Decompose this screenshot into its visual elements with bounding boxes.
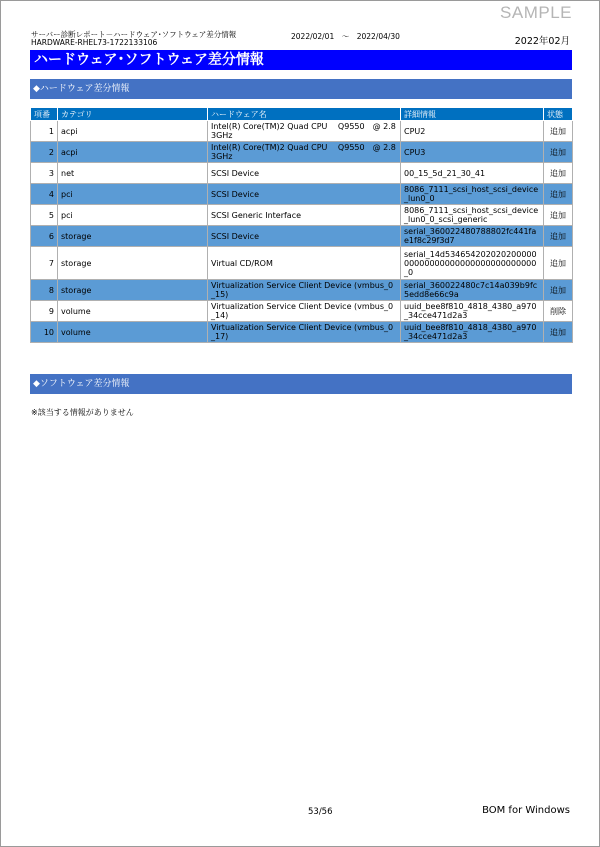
col-header-detail: 詳細情報 [401,108,544,121]
cell-category: storage [58,280,208,301]
cell-no: 8 [31,280,58,301]
col-header-category: カテゴリ [58,108,208,121]
cell-hardware-name: SCSI Device [208,184,401,205]
cell-hardware-name: Intel(R) Core(TM)2 Quad CPU Q9550 @ 2.83GHz [208,121,401,142]
report-month: 2022年02月 [514,36,570,47]
cell-no: 4 [31,184,58,205]
cell-no: 2 [31,142,58,163]
cell-category: volume [58,301,208,322]
cell-no: 5 [31,205,58,226]
report-date-range: 2022/02/01 ～ 2022/04/30 [291,32,400,41]
table-row [31,280,573,301]
cell-status: 追加 [544,226,573,247]
cell-detail: 8086_7111_scsi_host_scsi_device_lun0_0_scsi_generic [401,205,544,226]
cell-status: 追加 [544,322,573,343]
table-header-row [31,108,573,121]
table-row [31,301,573,322]
cell-detail: serial_14d53465420202020000000000000000000000000000000_0 [401,247,544,280]
cell-detail: 8086_7111_scsi_host_scsi_device_lun0_0 [401,184,544,205]
table-row [31,205,573,226]
cell-status: 追加 [544,142,573,163]
cell-no: 10 [31,322,58,343]
cell-detail: CPU2 [401,121,544,142]
hardware-diff-table [30,107,573,343]
cell-status: 追加 [544,205,573,226]
cell-no: 9 [31,301,58,322]
cell-category: acpi [58,121,208,142]
cell-status: 追加 [544,280,573,301]
table-row [31,121,573,142]
cell-no: 3 [31,163,58,184]
sample-watermark: SAMPLE [500,3,572,22]
cell-hardware-name: SCSI Device [208,226,401,247]
footer-brand: BOM for Windows [482,805,570,816]
cell-category: storage [58,226,208,247]
cell-hardware-name: Virtualization Service Client Device (vmbus_0_14) [208,301,401,322]
software-section-heading: ◆ソフトウェア差分情報 [30,374,572,394]
col-header-status: 状態 [544,108,573,121]
report-title: サーバー診断レポート－ハードウェア･ソフトウェア差分情報 [31,30,237,39]
col-header-hardware-name: ハードウェア名 [208,108,401,121]
cell-category: storage [58,247,208,280]
table-row [31,142,573,163]
cell-status: 追加 [544,163,573,184]
table-row [31,184,573,205]
cell-detail: serial_360022480788802fc441fae1f8c29f3d7 [401,226,544,247]
table-row [31,322,573,343]
cell-no: 6 [31,226,58,247]
table-row [31,247,573,280]
cell-category: pci [58,184,208,205]
page-number: 53/56 [308,807,333,817]
cell-detail: CPU3 [401,142,544,163]
table-row [31,226,573,247]
cell-hardware-name: SCSI Generic Interface [208,205,401,226]
cell-detail: 00_15_5d_21_30_41 [401,163,544,184]
table-row [31,163,573,184]
cell-status: 削除 [544,301,573,322]
cell-hardware-name: Intel(R) Core(TM)2 Quad CPU Q9550 @ 2.83GHz [208,142,401,163]
cell-no: 7 [31,247,58,280]
cell-category: volume [58,322,208,343]
cell-category: acpi [58,142,208,163]
cell-status: 追加 [544,121,573,142]
cell-category: pci [58,205,208,226]
page-title: ハードウェア･ソフトウェア差分情報 [30,50,572,70]
cell-status: 追加 [544,184,573,205]
software-no-info-message: ※該当する情報がありません [31,408,134,417]
report-host-id: HARDWARE-RHEL73-1722133106 [31,38,158,47]
cell-hardware-name: Virtualization Service Client Device (vmbus_0_15) [208,280,401,301]
cell-no: 1 [31,121,58,142]
cell-hardware-name: Virtual CD/ROM [208,247,401,280]
col-header-no: 項番 [31,108,58,121]
cell-detail: uuid_bee8f810_4818_4380_a970_34cce471d2a3 [401,301,544,322]
cell-detail: uuid_bee8f810_4818_4380_a970_34cce471d2a3 [401,322,544,343]
cell-detail: serial_360022480c7c14a039b9fc5edd8e66c9a [401,280,544,301]
cell-category: net [58,163,208,184]
cell-hardware-name: SCSI Device [208,163,401,184]
hardware-section-heading: ◆ハードウェア差分情報 [30,79,572,99]
cell-status: 追加 [544,247,573,280]
cell-hardware-name: Virtualization Service Client Device (vmbus_0_17) [208,322,401,343]
